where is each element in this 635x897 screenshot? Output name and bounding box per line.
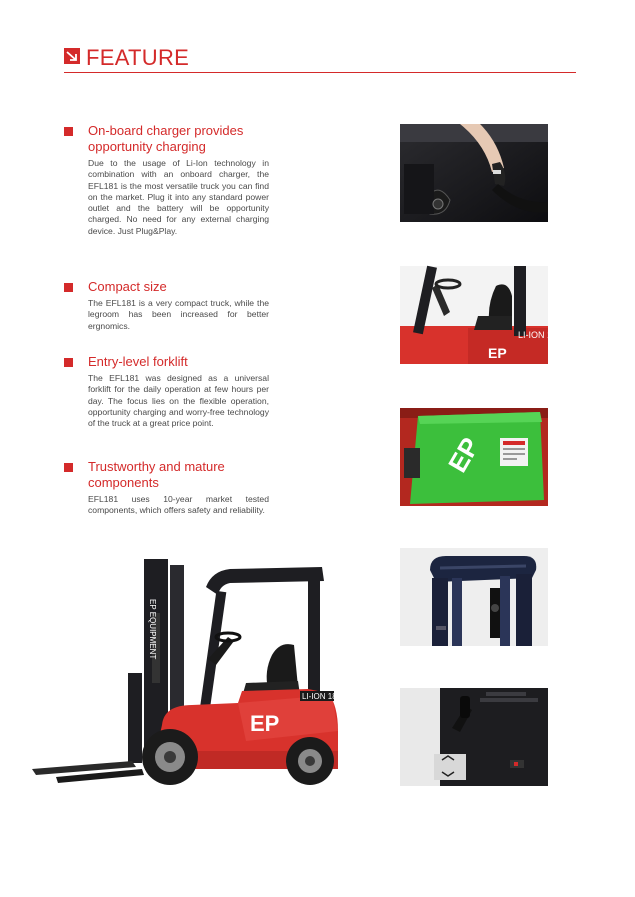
photo-mast (400, 548, 548, 646)
truck-ep-logo: EP (250, 711, 280, 736)
feature-title: Entry-level forklift (88, 354, 188, 369)
bullet-icon (64, 463, 73, 472)
feature-description: The EFL181 was designed as a universal forklift for the daily operation at few hours per day. The focus lies on the flexible operation, opportunity charging and worry-free technology of the truck at a great price point. (88, 373, 269, 429)
feature-components (64, 459, 269, 517)
ep-logo: EP (488, 345, 507, 361)
bullet-icon (64, 283, 73, 292)
feature-title: Compact size (88, 279, 167, 294)
header-divider (64, 72, 576, 73)
page-title: FEATURE (86, 45, 190, 70)
brand-mark-icon (64, 48, 80, 64)
section-header (64, 46, 576, 74)
feature-entry-level (64, 354, 269, 429)
photo-controls (400, 688, 548, 786)
forklift-illustration (32, 555, 352, 795)
battery-ep-logo: EP (442, 432, 486, 478)
feature-compact (64, 279, 269, 332)
photo-compact-cabin (400, 266, 558, 364)
bullet-icon (64, 358, 73, 367)
photo-battery (400, 408, 548, 506)
feature-charger (64, 123, 269, 237)
feature-description: EFL181 uses 10-year market tested components, which offers safety and reliability. (88, 494, 269, 516)
truck-model-badge: LI-ION 18 (302, 692, 337, 701)
model-badge: LI-ION 18 (518, 330, 558, 340)
mast-brand-text: EP EQUIPMENT (148, 599, 157, 660)
feature-title: On-board charger provides opportunity charging (88, 123, 244, 154)
feature-description: The EFL181 is a very compact truck, while the legroom has been increased for better ergnomics. (88, 298, 269, 331)
feature-title: Trustworthy and mature components (88, 459, 225, 490)
photo-charger-plug (400, 124, 548, 222)
bullet-icon (64, 127, 73, 136)
feature-description: Due to the usage of Li-Ion technology in combination with an onboard charger, the EFL181 is the most versatile truck you can find on the market. Plug it into any standard power outlet and the battery will be opportunity charged. No need for any external charging device. Just Plug&Play. (88, 158, 269, 236)
